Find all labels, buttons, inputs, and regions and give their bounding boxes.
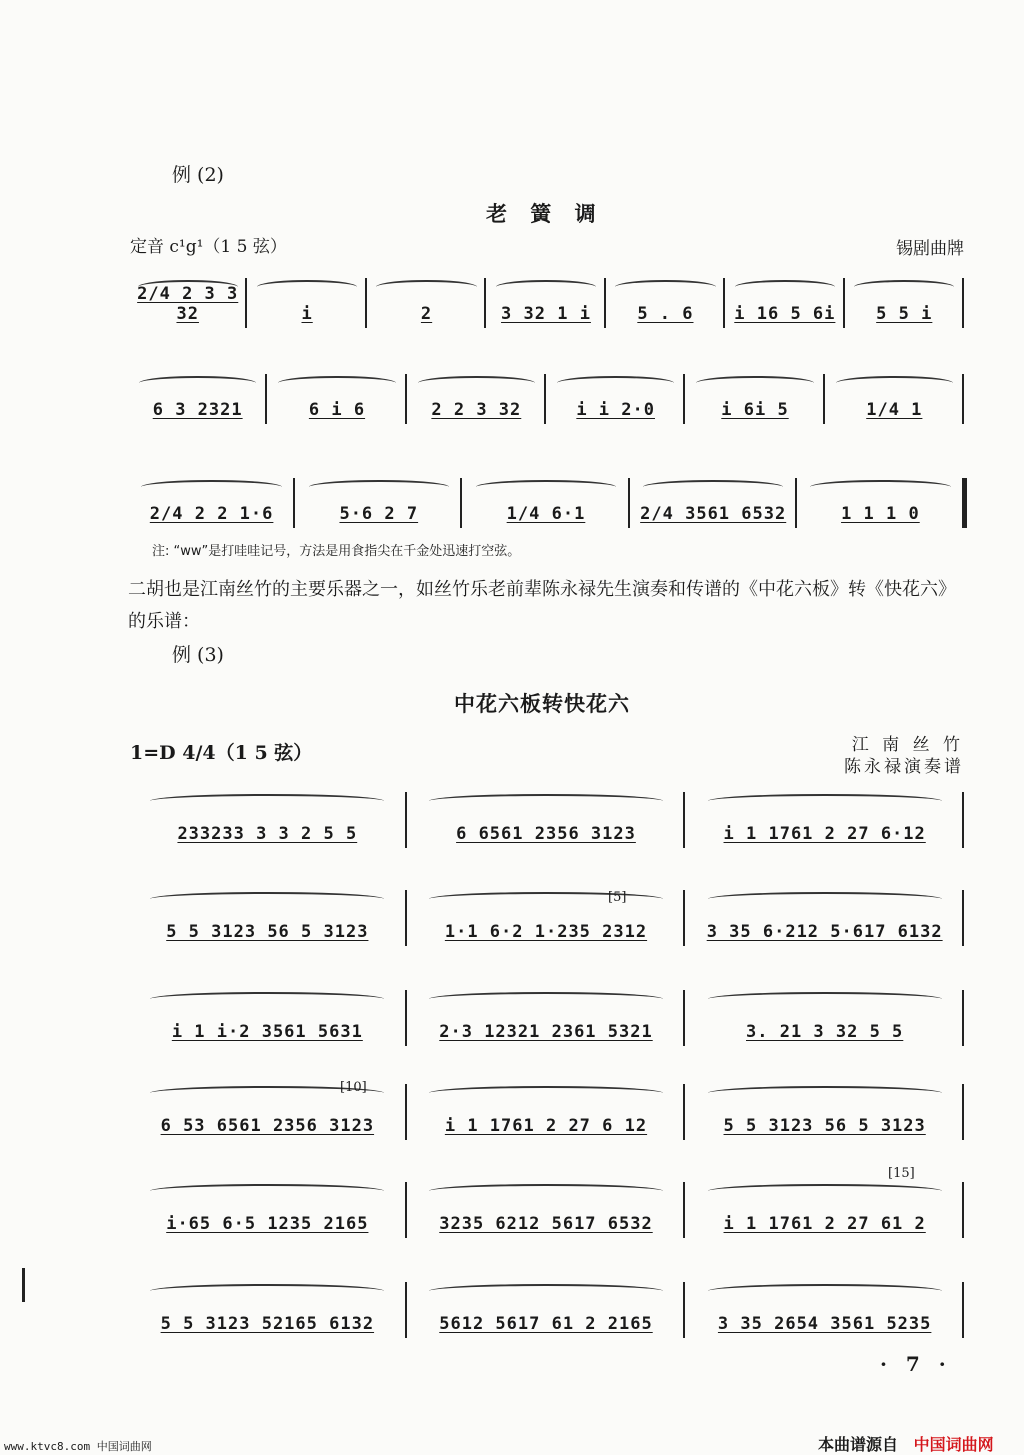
example-3-measure-notes: 6 6561 2356 3123 — [456, 824, 636, 844]
example-2-measure — [128, 272, 247, 328]
example-2-measure-notes: 5 5 i — [876, 304, 933, 324]
bar-line — [962, 278, 964, 328]
example-2-measure-notes: 6 3 2321 — [152, 400, 243, 420]
example-3-measure — [128, 884, 407, 946]
example-2-measure-notes: i i 2·0 — [576, 400, 655, 420]
example-2-measure-notes: 2 — [420, 304, 433, 324]
example-2-measure — [797, 472, 964, 528]
example-2-measure-notes: 2/4 2 2 1·6 — [149, 504, 274, 524]
example-3-measure — [685, 884, 964, 946]
example-3-measure — [407, 1176, 686, 1238]
example-2-tuning: 定音 c¹g¹（1 5 弦） — [130, 237, 287, 257]
intro-paragraph: 二胡也是江南丝竹的主要乐器之一，如丝竹乐老前辈陈永禄先生演奏和传谱的《中花六板》转《快花六》的乐谱： — [128, 579, 956, 632]
example-3-measure-notes: 5 5 3123 56 5 3123 — [723, 1116, 926, 1136]
example-3-measure-notes: 3 35 6·212 5·617 6132 — [706, 922, 943, 942]
slur-mark — [735, 280, 835, 294]
slur-mark — [141, 480, 281, 494]
slur-mark — [429, 992, 663, 1006]
slur-mark — [376, 280, 476, 294]
example-3-measure — [128, 1276, 407, 1338]
example-3-staff-row — [128, 786, 964, 848]
example-3-measure-notes: i 1 1761 2 27 6·12 — [723, 824, 926, 844]
slur-mark — [708, 794, 942, 808]
slur-mark — [615, 280, 715, 294]
measure-marker-5: [5] — [608, 890, 627, 905]
example-3-measure-notes: i 1 1761 2 27 6 12 — [444, 1116, 648, 1136]
slur-mark — [429, 892, 663, 906]
example-3-measure — [685, 984, 964, 1046]
example-3-measure — [407, 786, 686, 848]
example-2-measure-notes: 2/4 2 3 3 32 — [137, 284, 239, 324]
example-3-measure-notes: 5 5 3123 56 5 3123 — [166, 922, 369, 942]
example-3-measure-notes: 233233 3 3 2 5 5 — [177, 824, 358, 844]
slur-mark — [429, 1184, 663, 1198]
example-2-measure — [295, 472, 462, 528]
example-2-measure — [725, 272, 844, 328]
slur-mark — [810, 480, 950, 494]
slur-mark — [150, 794, 384, 808]
slur-mark — [708, 1284, 942, 1298]
example-2-measure-notes: 3 32 1 i — [501, 304, 591, 324]
example-3-measure — [407, 884, 686, 946]
example-3-measure-notes: 1·1 6·2 1·235 2312 — [444, 922, 648, 942]
example-2-measure — [462, 472, 629, 528]
example-2-measure — [128, 368, 267, 424]
slur-mark — [150, 992, 384, 1006]
example-2-measure — [606, 272, 725, 328]
example-2-measure — [407, 368, 546, 424]
example-2-measure — [128, 472, 295, 528]
example-3-measure-notes: 5612 5617 61 2 2165 — [439, 1314, 653, 1334]
example-2-measure — [825, 368, 964, 424]
slur-mark — [496, 280, 596, 294]
example-3-measure — [407, 1276, 686, 1338]
example-3-staff-row — [128, 1176, 964, 1238]
slur-mark — [257, 280, 357, 294]
bar-line — [962, 478, 967, 528]
example-3-measure-notes: 2·3 12321 2361 5321 — [439, 1022, 653, 1042]
example-2-title: 老 簧 调 — [486, 201, 604, 226]
example-2-measure-notes: i — [301, 304, 313, 324]
footer-site-name[interactable]: 中国词曲网 — [913, 1435, 994, 1454]
bar-line — [962, 990, 964, 1046]
example-3-measure-notes: i 1 1761 2 27 61 2 — [723, 1214, 926, 1234]
example-2-measure-notes: 1 1 1 0 — [841, 504, 920, 524]
example-3-measure — [128, 984, 407, 1046]
example-2-staff-row — [128, 472, 964, 528]
example-2-measure-notes: 1/4 6·1 — [506, 504, 586, 524]
example-3-key: 1=D 4/4（1 5 弦） — [130, 742, 313, 764]
slur-mark — [708, 992, 942, 1006]
example-3-genre: 江 南 丝 竹 — [851, 735, 964, 755]
example-3-measure-notes: 3 35 2654 3561 5235 — [717, 1314, 932, 1334]
example-3-measure-notes: i·65 6·5 1235 2165 — [166, 1214, 369, 1234]
example-2-source: 锡剧曲牌 — [896, 239, 964, 259]
example-3-label: 例 (3) — [172, 644, 224, 666]
example-2-measure — [546, 368, 685, 424]
example-2-measure — [267, 368, 406, 424]
example-3-staff-row — [128, 984, 964, 1046]
example-2-measure — [630, 472, 797, 528]
slur-mark — [150, 1284, 384, 1298]
bar-line — [962, 374, 964, 424]
example-3-measure — [685, 1078, 964, 1140]
slur-mark — [429, 794, 663, 808]
example-3-measure — [128, 786, 407, 848]
slur-mark — [557, 376, 674, 390]
slur-mark — [418, 376, 535, 390]
example-2-measure — [845, 272, 964, 328]
example-3-measure — [407, 984, 686, 1046]
slur-mark — [643, 480, 783, 494]
example-2-measure — [247, 272, 366, 328]
margin-mark — [22, 1268, 25, 1302]
bar-line — [962, 890, 964, 946]
example-2-measure-notes: 6 i 6 — [308, 400, 366, 420]
slur-mark — [278, 376, 395, 390]
example-2-measure-notes: 2/4 3561 6532 — [640, 504, 787, 524]
slur-mark — [708, 1086, 942, 1100]
bar-line — [962, 1182, 964, 1238]
example-3-measure — [407, 1078, 686, 1140]
footer-source-label: 本曲谱源自 — [818, 1435, 899, 1454]
slur-mark — [854, 280, 954, 294]
measure-marker-10: [10] — [340, 1080, 367, 1095]
slur-mark — [708, 1184, 942, 1198]
slur-mark — [429, 1284, 663, 1298]
example-2-label: 例 (2) — [172, 164, 224, 186]
example-2-staff-row — [128, 272, 964, 328]
example-3-staff-row — [128, 884, 964, 946]
slur-mark — [696, 376, 813, 390]
example-3-measure-notes: 3. 21 3 32 5 5 — [746, 1022, 904, 1042]
example-3-staff-row — [128, 1078, 964, 1140]
example-3-measure — [685, 786, 964, 848]
example-3-measure — [128, 1176, 407, 1238]
example-3-measure-notes: i 1 i·2 3561 5631 — [171, 1022, 363, 1042]
example-3-measure — [685, 1276, 964, 1338]
example-2-measure-notes: 5 . 6 — [637, 304, 694, 324]
bar-line — [962, 792, 964, 848]
example-2-measure-notes: i 16 5 6i — [734, 304, 836, 324]
slur-mark — [139, 376, 256, 390]
bar-line — [962, 1084, 964, 1140]
example-2-measure-notes: i 6i 5 — [721, 400, 789, 420]
example-3-title: 中花六板转快花六 — [454, 691, 630, 716]
slur-mark — [708, 892, 942, 906]
page-number: · 7 · — [880, 1352, 952, 1376]
slur-mark — [150, 892, 384, 906]
example-3-measure-notes: 5 5 3123 52165 6132 — [160, 1314, 375, 1334]
slur-mark — [836, 376, 953, 390]
slur-mark — [309, 480, 449, 494]
example-2-measure — [367, 272, 486, 328]
bar-line — [962, 1282, 964, 1338]
slur-mark — [150, 1184, 384, 1198]
example-3-measure — [685, 1176, 964, 1238]
example-3-measure-notes: 6 53 6561 2356 3123 — [160, 1116, 375, 1136]
example-2-measure-notes: 5·6 2 7 — [339, 504, 419, 524]
example-2-measure — [685, 368, 824, 424]
example-2-measure — [486, 272, 605, 328]
measure-marker-15: [15] — [888, 1166, 915, 1181]
example-2-staff-row — [128, 368, 964, 424]
slur-mark — [476, 480, 616, 494]
example-2-note: 注: “ww”是打哇哇记号，方法是用食指尖在千金处迅速打空弦。 — [152, 544, 521, 559]
footer-website: www.ktvc8.com 中国词曲网 — [4, 1440, 152, 1453]
slur-mark — [429, 1086, 663, 1100]
example-3-staff-row — [128, 1276, 964, 1338]
example-2-measure-notes: 2 2 3 32 — [431, 400, 522, 420]
example-3-credit: 陈永禄演奏谱 — [844, 757, 964, 777]
example-2-measure-notes: 1/4 1 — [866, 400, 923, 420]
example-3-measure-notes: 3235 6212 5617 6532 — [439, 1214, 653, 1234]
